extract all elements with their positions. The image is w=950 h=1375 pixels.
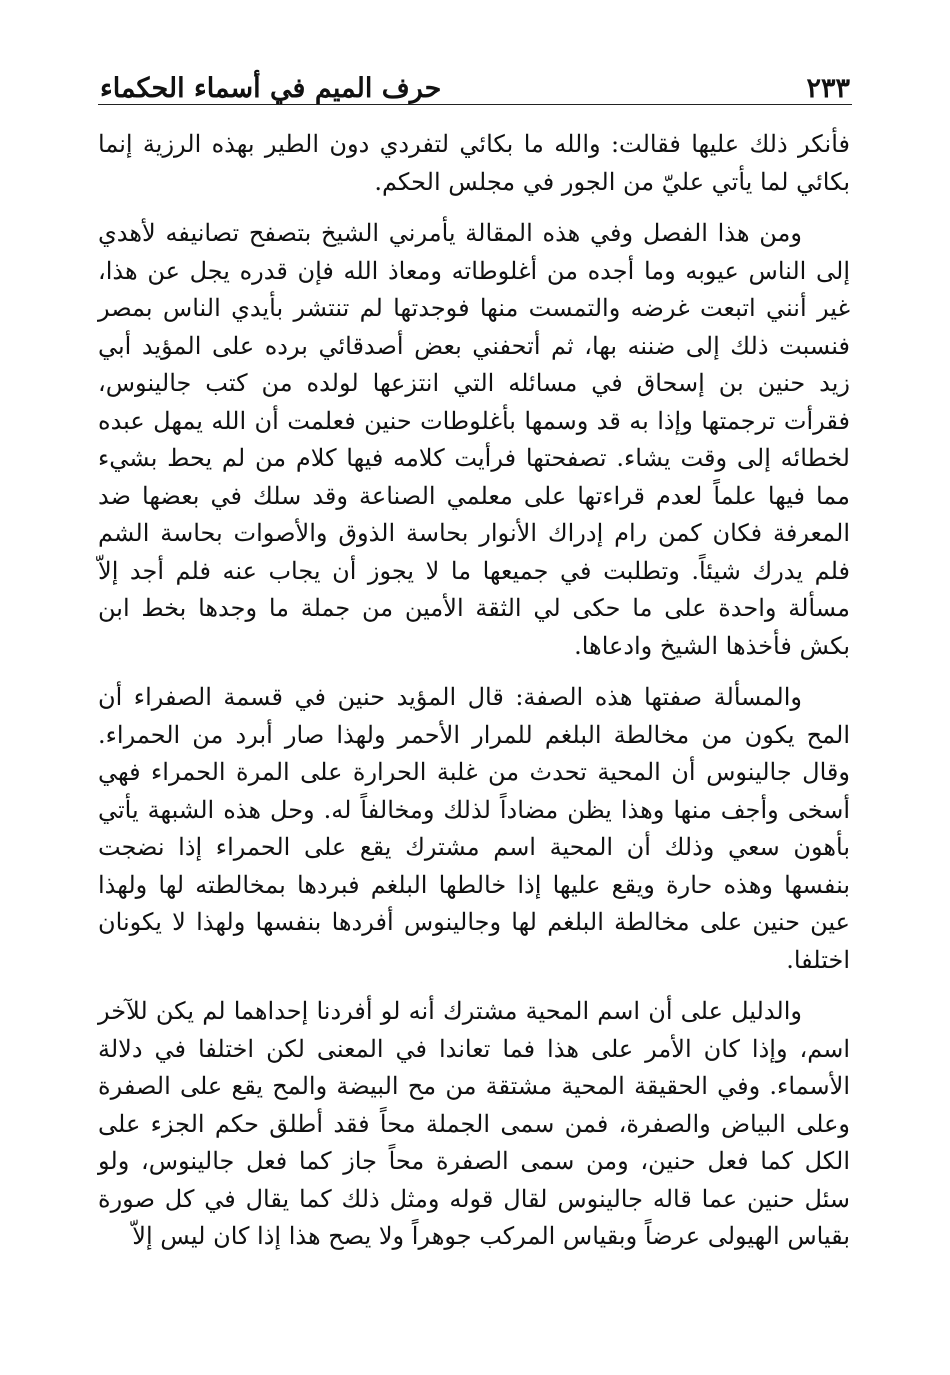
header-divider	[98, 104, 852, 105]
paragraph-2: ومن هذا الفصل وفي هذه المقالة يأمرني الشيخ بتصفح تصانيفه لأهدي إلى الناس عيوبه وما أجده من أغلوطاته ومعاذ الله فإن قدره يجل عن هذا، غير أنني اتبعت غرضه والتمست منها فوجدتها لم تنتشر بأيدي الناس بمصر فنسبت ذلك إلى ضننه بها، ثم أتحفني بعض أصدقائي برده على المؤيد أبي زيد حنين بن إسحاق في مسائله التي انتزعها لولده من كتب جالينوس، فقرأت ترجمتها وإذا به قد وسمها بأغلوطات حنين فعلمت أن الله يمهل عبده لخطائه إلى وقت يشاء. تصفحتها فرأيت كلامه فيها كلام من لم يحط بشيء مما فيها علماً لعدم قراءتها على معلمي الصناعة وقد سلك في بعضها ضد المعرفة فكان كمن رام إدراك الأنوار بحاسة الذوق والأصوات بحاسة الشم فلم يدرك شيئاً. وتطلبت في جميعها ما لا يجوز أن يجاب عنه فلم أجد إلاّ مسألة واحدة على ما حكى لي الثقة الأمين من جملة ما وجدها بخط ابن بكش فأخذها الشيخ وادعاها.	[98, 219, 850, 660]
running-header	[100, 52, 850, 102]
paragraph-4: والدليل على أن اسم المحية مشترك أنه لو أفردنا إحداهما لم يكن للآخر اسم، وإذا كان الأمر على هذا فما تعاندا في المعنى لكن اختلفا في دلالة الأسماء. وفي الحقيقة المحية مشتقة من مح البيضة والمح يقع على الصفرة وعلى البياض والصفرة، فمن سمى الجملة محاً فقد أطلق حكم الجزء على الكل كما فعل حنين، ومن سمى الصفرة محاً جاز كما فعل جالينوس، ولو سئل حنين عما قاله جالينوس لقال قوله ومثل ذلك كما يقال في كل صورة بقياس الهيولى عرضاً وبقياس المركب جوهراً ولا يصح هذا إذا كان ليس إلاّ	[98, 997, 850, 1250]
page-number: ٢٣٣	[806, 73, 850, 104]
paragraph-1: فأنكر ذلك عليها فقالت: والله ما بكائي لتفردي دون الطير بهذه الرزية إنما بكائي لما يأتي عليّ من الجور في مجلس الحكم.	[98, 130, 850, 196]
chapter-title: حرف الميم في أسماء الحكماء	[100, 73, 442, 104]
paragraph-3: والمسألة صفتها هذه الصفة: قال المؤيد حنين في قسمة الصفراء أن المح يكون من مخالطة البلغم للمرار الأحمر ولهذا صار أبرد من الحمراء. وقال جالينوس أن المحية تحدث من غلبة الحرارة على المرة الحمراء فهي أسخى وأجف منها وهذا يظن مضاداً لذلك ومخالفاً له. وحل هذه الشبهة يأتي بأهون سعي وذلك أن المحية اسم مشترك يقع على الحمراء إذا نضجت بنفسها وهذه حارة ويقع عليها إذا خالطها البلغم فبردها بمخالطته لها ولهذا عين حنين على مخالطة البلغم لها وجالينوس أفردها بنفسها ولهذا لا يكونان اختلفا.	[98, 683, 850, 974]
body-text	[98, 126, 850, 1270]
